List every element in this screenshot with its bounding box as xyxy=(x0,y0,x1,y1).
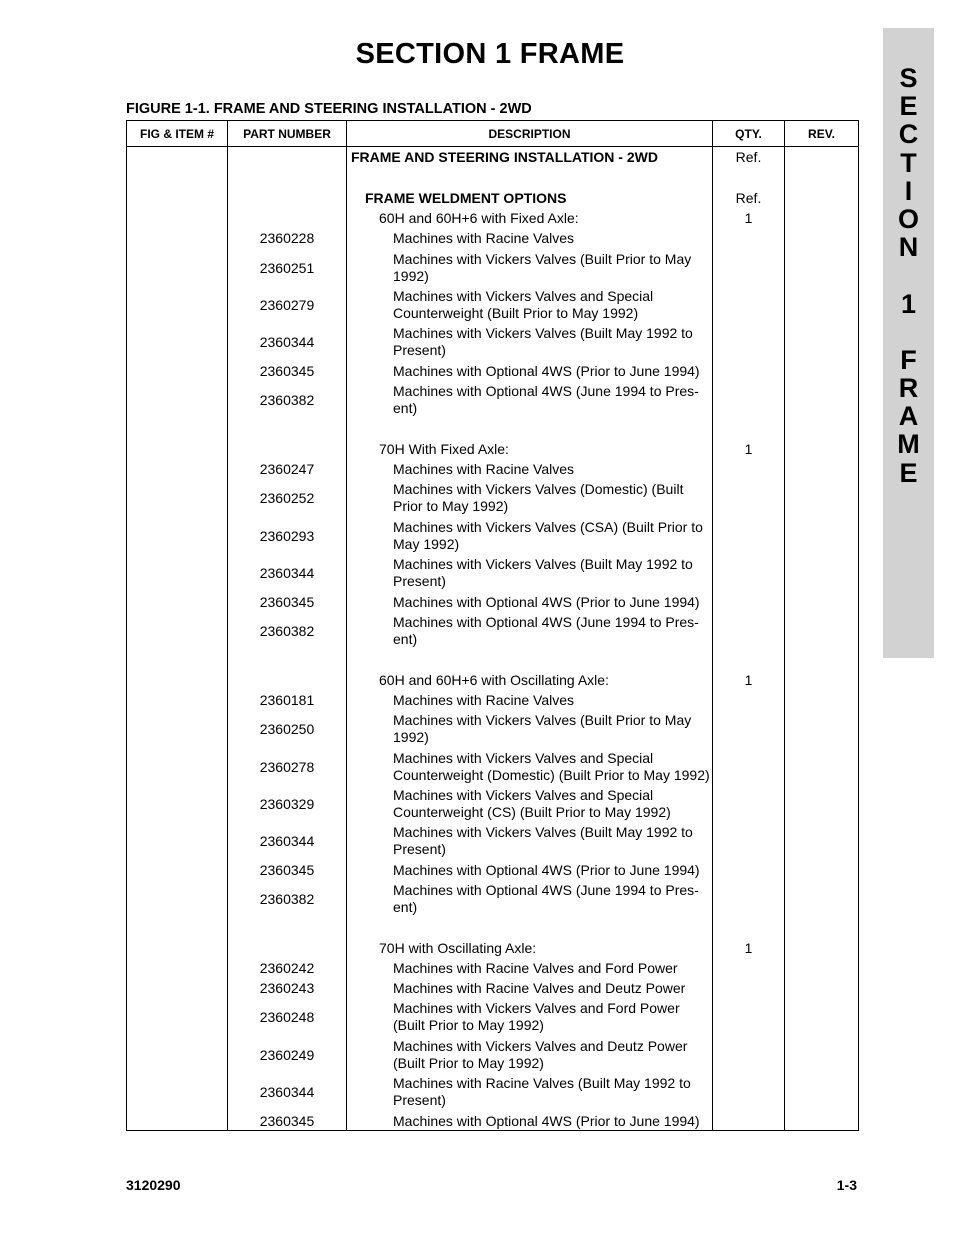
description-cell: FRAME AND STEERING INSTALLATION - 2WD xyxy=(351,149,658,165)
side-tab-letter xyxy=(883,261,934,289)
description-cell: FRAME WELDMENT OPTIONS xyxy=(365,190,567,206)
qty-cell: 1 xyxy=(744,940,753,956)
part-number-cell: 2360279 xyxy=(259,296,315,313)
description-cell: Machines with Vickers Valves and Special xyxy=(393,787,654,803)
section-side-tab xyxy=(883,28,934,658)
description-cell: (Built Prior to May 1992) xyxy=(393,1055,544,1072)
description-cell: Machines with Racine Valves xyxy=(393,230,575,246)
fig-item-column xyxy=(127,147,228,1131)
description-cell: ent) xyxy=(393,400,418,417)
table-header-row xyxy=(127,121,859,147)
part-number-cell: 2360345 xyxy=(259,594,315,610)
description-cell: Machines with Vickers Valves (CSA) (Built Prior to xyxy=(393,519,703,535)
part-number-cell: 2360382 xyxy=(259,890,315,907)
part-number-cell: 2360181 xyxy=(259,692,315,708)
part-number-cell: 2360250 xyxy=(259,720,315,737)
description-cell: Machines with Vickers Valves (Built May 1992 to xyxy=(393,556,693,572)
description-cell: Machines with Vickers Valves and Special xyxy=(393,288,654,304)
header-description: DESCRIPTION xyxy=(347,121,713,147)
header-qty: QTY. xyxy=(713,121,785,147)
description-cell: Machines with Racine Valves (Built May 1992 to xyxy=(393,1075,691,1091)
description-cell: Machines with Optional 4WS (Prior to June 1994) xyxy=(393,862,700,878)
qty-cell: 1 xyxy=(744,441,753,457)
description-column xyxy=(347,147,713,1131)
description-cell: ent) xyxy=(393,899,418,916)
side-tab-letter: A xyxy=(898,401,919,432)
part-number-cell: 2360329 xyxy=(259,795,315,812)
part-number-cell: 2360345 xyxy=(259,1113,315,1129)
part-number-cell: 2360252 xyxy=(259,489,315,506)
part-number-cell: 2360344 xyxy=(259,1083,315,1100)
description-cell: Machines with Optional 4WS (June 1994 to Pres- xyxy=(393,882,699,898)
part-number-cell: 2360345 xyxy=(259,363,315,379)
description-cell: Machines with Optional 4WS (June 1994 to Pres- xyxy=(393,383,699,399)
description-cell: Machines with Optional 4WS (Prior to June 1994) xyxy=(393,594,700,610)
description-cell: Counterweight (Domestic) (Built Prior to May 1992) xyxy=(393,767,710,784)
figure-title: FIGURE 1-1. FRAME AND STEERING INSTALLATION - 2WD xyxy=(126,101,532,117)
description-cell: Machines with Vickers Valves (Domestic) (Built xyxy=(393,481,684,497)
part-number-cell: 2360278 xyxy=(259,758,315,775)
page-title: SECTION 1 FRAME xyxy=(355,38,625,70)
side-tab-letter: I xyxy=(904,175,913,206)
side-tab-letter: E xyxy=(899,457,918,488)
side-tab-letter: F xyxy=(900,344,917,375)
description-cell: Machines with Vickers Valves (Built May 1992 to xyxy=(393,325,693,341)
description-cell: Machines with Vickers Valves (Built May 1992 to xyxy=(393,824,693,840)
part-number-cell: 2360293 xyxy=(259,527,315,544)
side-tab-letter: E xyxy=(899,91,918,122)
part-number-cell: 2360248 xyxy=(259,1008,315,1025)
part-number-cell: 2360247 xyxy=(259,461,315,477)
part-number-cell: 2360243 xyxy=(259,980,315,996)
side-tab-letter: R xyxy=(898,373,919,404)
header-part-number: PART NUMBER xyxy=(228,121,347,147)
side-tab-letter: T xyxy=(900,147,917,178)
description-cell: 1992) xyxy=(393,268,429,285)
side-tab-letter: S xyxy=(899,63,918,93)
description-cell: Machines with Vickers Valves and Special xyxy=(393,750,654,766)
description-cell: Machines with Optional 4WS (Prior to June 1994) xyxy=(393,363,700,379)
part-number-cell: 2360242 xyxy=(259,960,315,976)
description-cell: Machines with Racine Valves and Ford Power xyxy=(393,960,678,976)
side-tab-letter: N xyxy=(898,232,919,263)
description-cell: Machines with Optional 4WS (June 1994 to Pres- xyxy=(393,614,699,630)
header-rev: REV. xyxy=(785,121,859,147)
part-number-cell: 2360251 xyxy=(259,259,315,276)
description-cell: Machines with Racine Valves xyxy=(393,461,575,477)
description-cell: ent) xyxy=(393,631,418,648)
document-number: 3120290 xyxy=(126,1177,181,1193)
description-cell: Counterweight (Built Prior to May 1992) xyxy=(393,305,639,322)
side-tab-letter xyxy=(883,318,934,346)
side-tab-letter: M xyxy=(897,429,920,460)
rev-column xyxy=(785,147,859,1131)
description-cell: Machines with Vickers Valves (Built Prior to May xyxy=(393,712,692,728)
description-cell: Prior to May 1992) xyxy=(393,498,509,515)
part-number-column xyxy=(228,147,347,1131)
table-body-row xyxy=(127,147,859,1131)
part-number-cell: 2360344 xyxy=(259,564,315,581)
description-cell: Counterweight (CS) (Built Prior to May 1992) xyxy=(393,804,671,821)
description-cell: Machines with Vickers Valves (Built Prior to May xyxy=(393,251,692,267)
part-number-cell: 2360344 xyxy=(259,832,315,849)
side-tab-letter: 1 xyxy=(900,288,917,319)
part-number-cell: 2360344 xyxy=(259,333,315,350)
parts-table xyxy=(126,120,859,1131)
description-cell: (Built Prior to May 1992) xyxy=(393,1017,544,1034)
description-cell: 1992) xyxy=(393,729,429,746)
side-tab-letters xyxy=(883,64,934,487)
page-number: 1-3 xyxy=(836,1177,857,1193)
part-number-cell: 2360249 xyxy=(259,1046,315,1063)
description-cell: 60H and 60H+6 with Oscillating Axle: xyxy=(379,672,609,688)
description-cell: Machines with Vickers Valves and Ford Power xyxy=(393,1000,680,1016)
description-cell: Machines with Optional 4WS (Prior to June 1994) xyxy=(393,1113,700,1129)
description-cell: Present) xyxy=(393,342,446,359)
side-tab-letter: C xyxy=(898,119,919,150)
description-cell: Machines with Racine Valves xyxy=(393,692,575,708)
description-cell: May 1992) xyxy=(393,536,460,553)
qty-cell: Ref. xyxy=(735,149,762,165)
part-number-cell: 2360228 xyxy=(259,230,315,246)
header-fig-item: FIG & ITEM # xyxy=(127,121,228,147)
qty-column xyxy=(713,147,785,1131)
part-number-cell: 2360382 xyxy=(259,622,315,639)
description-cell: Present) xyxy=(393,841,446,858)
description-cell: 70H With Fixed Axle: xyxy=(379,441,509,457)
qty-cell: Ref. xyxy=(735,190,762,206)
description-cell: 60H and 60H+6 with Fixed Axle: xyxy=(379,210,579,226)
description-cell: Present) xyxy=(393,573,446,590)
qty-cell: 1 xyxy=(744,672,753,688)
description-cell: Machines with Vickers Valves and Deutz Power xyxy=(393,1038,688,1054)
description-cell: Present) xyxy=(393,1092,446,1109)
description-cell: 70H with Oscillating Axle: xyxy=(379,940,537,956)
part-number-cell: 2360382 xyxy=(259,391,315,408)
description-cell: Machines with Racine Valves and Deutz Power xyxy=(393,980,686,996)
qty-cell: 1 xyxy=(744,210,753,226)
part-number-cell: 2360345 xyxy=(259,862,315,878)
side-tab-letter: O xyxy=(897,203,919,234)
